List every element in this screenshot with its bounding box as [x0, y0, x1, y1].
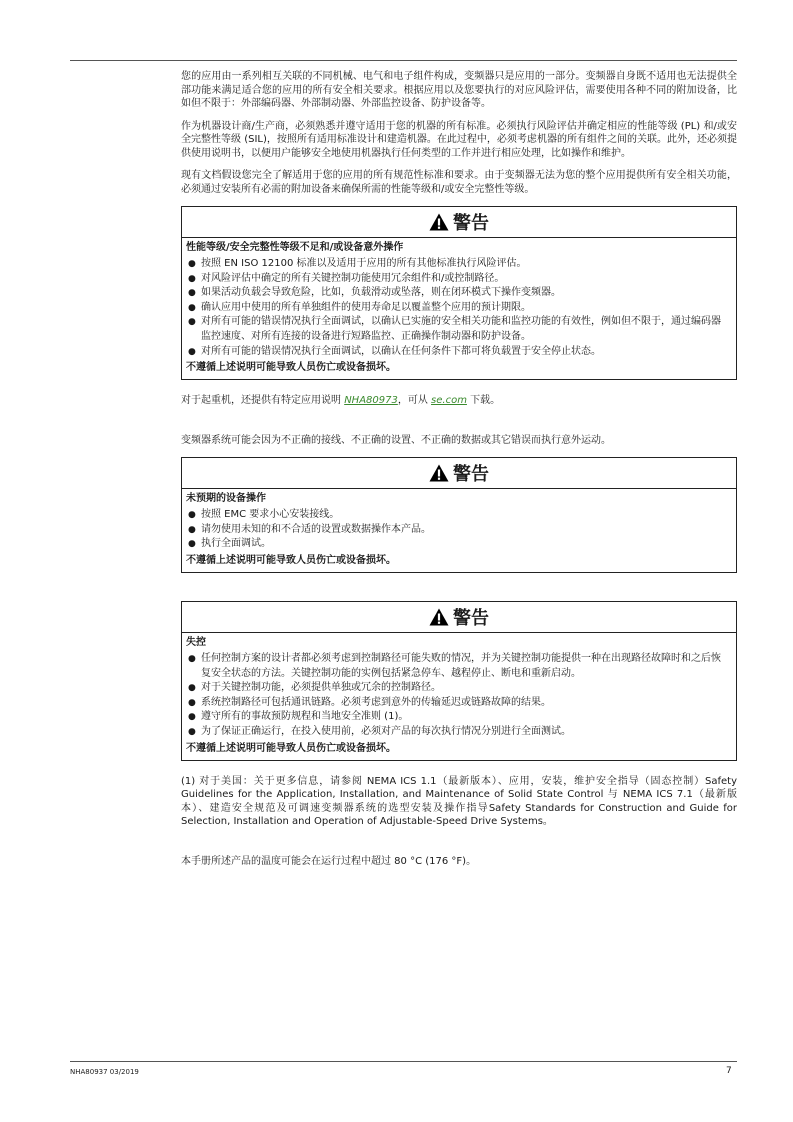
website-link[interactable]: se.com: [431, 395, 467, 407]
bullet-icon: ●: [188, 259, 196, 269]
warning-box-unexpected-operation: [181, 457, 737, 573]
list-item: ● 为了保证正确运行，在投入使用前，必须对产品的每次执行情况分别进行全面测试。: [186, 725, 730, 740]
warning-footer: 不遵循上述说明可能导致人员伤亡或设备损坏。: [186, 742, 396, 754]
bullet-icon: ●: [188, 539, 196, 550]
intro-paragraph-1: 您的应用由一系列相互关联的不同机械、电气和电子组件构成，变频器只是应用的一部分。变频器自身既不适用也无法提供全部功能来满足适合您的应用的所有安全相关要求。根据应用以及您要执行的对应风险评估，需要使用各种不同的附加设备，比如但不限于：外部编码器、外部制动器、外部监控设备、防护设备等。: [181, 71, 737, 109]
warning-triangle-icon: [429, 213, 449, 231]
temperature-note: 本手册所述产品的温度可能会在运行过程中超过 80 °C (176 °F)。: [181, 855, 477, 867]
intro-paragraph-2: 作为机器设计商/生产商，必须熟悉并遵守适用于您的机器的所有标准。必须执行风险评估并确定相应的性能等级 (PL) 和/或安全完整性等级 (SIL)，按照所有适用标准设计和建造机器。在此过程中，必须考虑机器的所有组件之间的关联。此外，还必须提供使用说明书，以便用户能够安全地使用机器执行任何类型的工作并进行相应处理，比如操作和维护。: [181, 120, 737, 159]
warning-title: 性能等级/安全完整性等级不足和/或设备意外操作: [186, 242, 404, 253]
footer-rule: [70, 1061, 737, 1062]
bullet-icon: ●: [188, 302, 196, 313]
bullet-icon: ●: [188, 726, 196, 737]
page-content: [181, 70, 737, 877]
list-item: ● 确认应用中使用的所有单独组件的使用寿命足以覆盖整个应用的预计期限。: [186, 301, 730, 316]
bullet-icon: ●: [188, 683, 196, 694]
list-item: ● 任何控制方案的设计者都必须考虑到控制路径可能失败的情况，并为关键控制功能提供一种在出现路径故障时和之后恢复安全状态的方法。关键控制功能的实例包括紧急停车、越程停止、断电和重新启动。: [188, 652, 721, 679]
warning-list: [186, 257, 730, 359]
warning-header: [182, 207, 736, 238]
header-rule: [70, 60, 737, 61]
warning-triangle-icon: [429, 464, 449, 482]
list-item: ● 请勿使用未知的和不合适的设置或数据操作本产品。: [186, 523, 730, 538]
bullet-icon: ●: [188, 697, 196, 708]
doc-link[interactable]: NHA80973: [344, 395, 398, 407]
footnote: (1) 对于美国：关于更多信息，请参阅 NEMA ICS 1.1（最新版本）、应用，安装，维护安全指导（固态控制）Safety Guidelines for the Application, Installation, and Maintenance of Solid State Control 与 NEMA ICS 7.1（最新版本）、建造安全规范及可调速变频器系统的选型安装及操作指导Safety Standards for Construction and Guide for Selection, Installation and Operation of Adjustable-Speed Drive Systems。: [181, 775, 737, 827]
warning-title: 失控: [186, 636, 206, 648]
list-item: ● 按照 EMC 要求小心安装接线。: [186, 508, 730, 523]
warning-footer: 不遵循上述说明可能导致人员伤亡或设备损坏。: [186, 362, 396, 374]
bullet-icon: ●: [188, 653, 196, 664]
list-item: ● 对于关键控制功能，必须提供单独或冗余的控制路径。: [186, 681, 730, 696]
intro-paragraph-3: 现有文档假设您完全了解适用于您的应用的所有规范性标准和要求。由于变频器无法为您的整个应用提供所有安全相关功能，必须通过安装所有必需的附加设备来确保所需的性能等级和/或安全完整性等级。: [181, 170, 737, 195]
warning-title: 未预期的设备操作: [186, 493, 266, 505]
bullet-icon: ●: [188, 317, 196, 328]
document-id: NHA80937 03/2019: [70, 1068, 139, 1076]
list-item: ● 对所有可能的错误情况执行全面调试，以确认在任何条件下都可将负载置于安全停止状态。: [186, 345, 730, 360]
bullet-icon: ●: [188, 273, 196, 284]
list-item: ● 执行全面调试。: [186, 537, 730, 552]
bullet-icon: ●: [188, 712, 196, 723]
bullet-icon: ●: [188, 346, 196, 357]
bullet-icon: ●: [188, 524, 196, 535]
warning-list: [186, 652, 730, 740]
list-item: ● 按照 EN ISO 12100 标准以及适用于应用的所有其他标准执行风险评估。: [186, 257, 730, 272]
crane-note: 对于起重机，还提供有特定应用说明 NHA80973，可从 se.com 下载。: [181, 395, 501, 407]
bullet-icon: ●: [188, 288, 196, 299]
list-item: ● 遵守所有的事故预防规程和当地安全准则 (1)。: [186, 710, 730, 725]
warning-list: [186, 508, 730, 552]
list-item: ● 系统控制路径可包括通讯链路。必须考虑到意外的传输延迟或链路故障的结果。: [186, 696, 730, 711]
list-item: ● 对风险评估中确定的所有关键控制功能使用冗余组件和/或控制路径。: [186, 272, 730, 287]
warning-box-loss-of-control: [181, 601, 737, 761]
warning-heading: 警告: [453, 464, 489, 486]
bullet-icon: ●: [188, 510, 196, 521]
warning-header: [182, 458, 736, 489]
list-item: ● 对所有可能的错误情况执行全面调试，以确认已实施的安全相关功能和监控功能的有效性，例如但不限于，通过编码器监控速度、对所有连接的设备进行短路监控、正确操作制动器和防护设备。: [188, 316, 721, 342]
warning-box-performance: [181, 206, 737, 380]
warning-header: [182, 602, 736, 633]
warning-heading: 警告: [453, 607, 489, 629]
warning-heading: 警告: [453, 213, 489, 234]
warning-triangle-icon: [429, 608, 449, 626]
page-number: 7: [726, 1066, 732, 1076]
warning-footer: 不遵循上述说明可能导致人员伤亡或设备损坏。: [186, 554, 396, 566]
motion-paragraph: 变频器系统可能会因为不正确的接线、不正确的设置、不正确的数据或其它错误而执行意外运动。: [181, 434, 611, 446]
list-item: ● 如果活动负载会导致危险，比如，负载滑动或坠落，则在闭环模式下操作变频器。: [186, 286, 730, 301]
